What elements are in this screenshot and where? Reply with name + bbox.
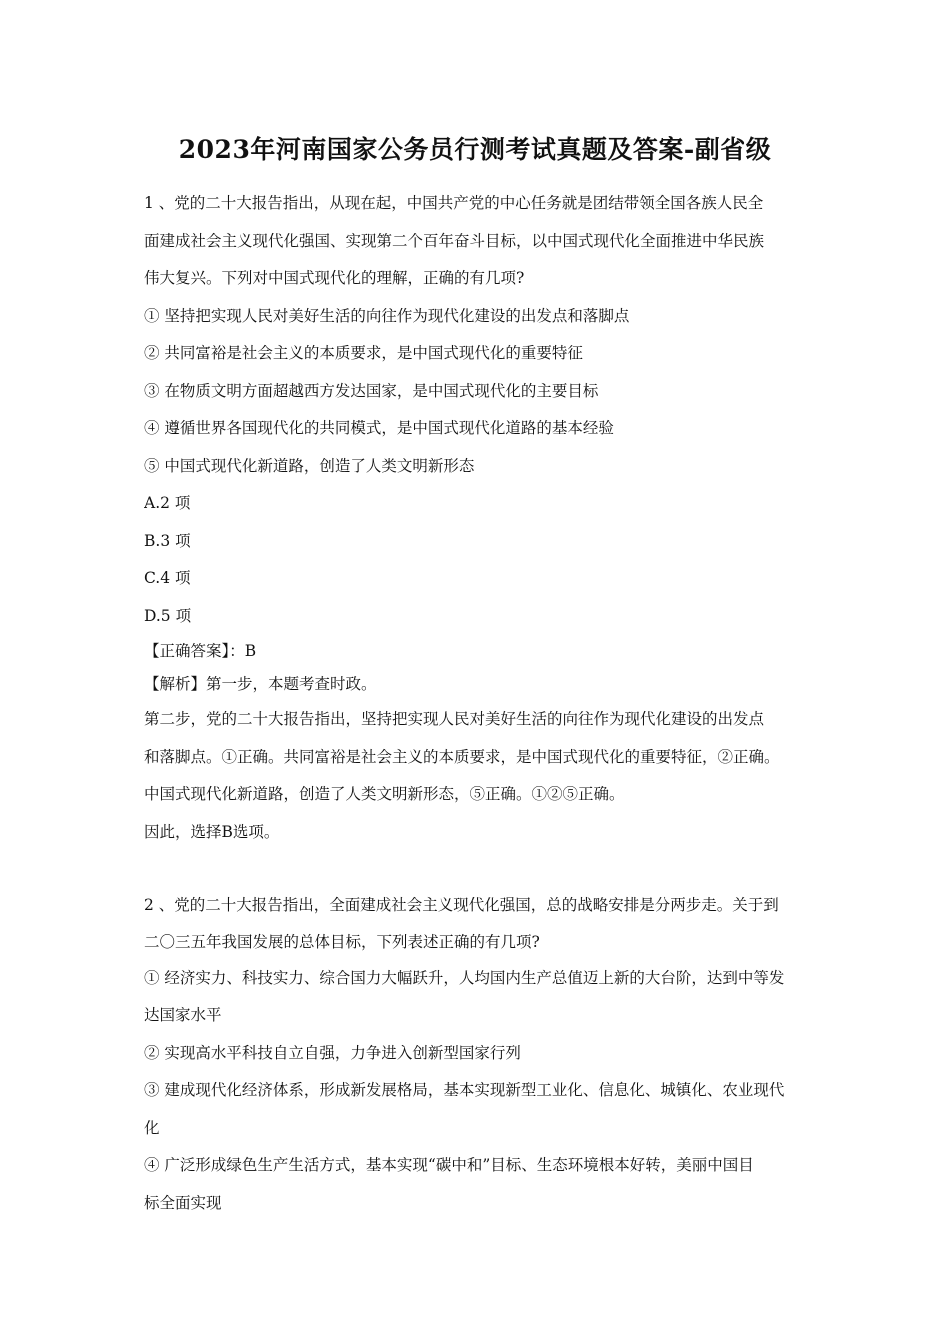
document-body <box>144 185 814 1222</box>
question-2-statement: 标全面实现 <box>144 1193 222 1212</box>
document-title: 2023年河南国家公务员行测考试真题及答案-副省级 <box>178 135 772 164</box>
question-2-statement: 达国家水平 <box>144 1006 222 1024</box>
question-2-statement: ④ 广泛形成绿色生产生活方式，基本实现“碳中和”目标、生态环境根本好转，美丽中国目 <box>144 1156 754 1174</box>
analysis-line: 第二步，党的二十大报告指出，坚持把实现人民对美好生活的向往作为现代化建设的出发点 <box>144 710 765 728</box>
question-separator <box>144 851 814 887</box>
question-1-statement: ② 共同富裕是社会主义的本质要求，是中国式现代化的重要特征 <box>144 344 583 362</box>
question-2-stem-line: 2 、党的二十大报告指出，全面建成社会主义现代化强国，总的战略安排是分两步走。关于到 <box>144 896 779 914</box>
analysis-line: 和落脚点。①正确。共同富裕是社会主义的本质要求，是中国式现代化的重要特征，②正确。 <box>144 747 780 766</box>
option-c: C.4 项 <box>144 569 191 587</box>
question-2 <box>144 887 814 1222</box>
question-1 <box>144 185 814 851</box>
analysis-line: 中国式现代化新道路，创造了人类文明新形态，⑤正确。①②⑤正确。 <box>144 785 625 803</box>
analysis-line: 【解析】第一步，本题考查时政。 <box>144 675 377 693</box>
question-2-statement: 化 <box>144 1118 160 1137</box>
correct-answer: 【正确答案】：B <box>144 642 257 660</box>
option-b: B.3 项 <box>144 531 191 550</box>
question-2-statement: ① 经济实力、科技实力、综合国力大幅跃升，人均国内生产总值迈上新的大台阶，达到中等发 <box>144 968 785 987</box>
question-1-statement: ③ 在物质文明方面超越西方发达国家，是中国式现代化的主要目标 <box>144 381 599 400</box>
question-1-statement: ⑤ 中国式现代化新道路，创造了人类文明新形态 <box>144 456 475 475</box>
question-1-stem-line: 面建成社会主义现代化强国、实现第二个百年奋斗目标，以中国式现代化全面推进中华民族 <box>144 231 765 250</box>
question-1-statement: ① 坚持把实现人民对美好生活的向往作为现代化建设的出发点和落脚点 <box>144 306 630 325</box>
option-d: D.5 项 <box>144 606 192 625</box>
question-2-statement: ② 实现高水平科技自立自强，力争进入创新型国家行列 <box>144 1043 521 1062</box>
question-2-statement: ③ 建成现代化经济体系，形成新发展格局，基本实现新型工业化、信息化、城镇化、农业现代 <box>144 1081 785 1099</box>
question-2-stem-line: 二〇三五年我国发展的总体目标，下列表述正确的有几项? <box>144 932 540 951</box>
option-a: A.2 项 <box>144 494 191 512</box>
question-1-stem-line: 伟大复兴。下列对中国式现代化的理解，正确的有几项? <box>144 269 525 287</box>
question-1-stem-line: 1 、党的二十大报告指出，从现在起，中国共产党的中心任务就是团结带领全国各族人民全 <box>144 194 764 212</box>
analysis-line: 因此，选择B选项。 <box>144 822 280 841</box>
question-1-statement: ④ 遵循世界各国现代化的共同模式，是中国式现代化道路的基本经验 <box>144 419 614 437</box>
